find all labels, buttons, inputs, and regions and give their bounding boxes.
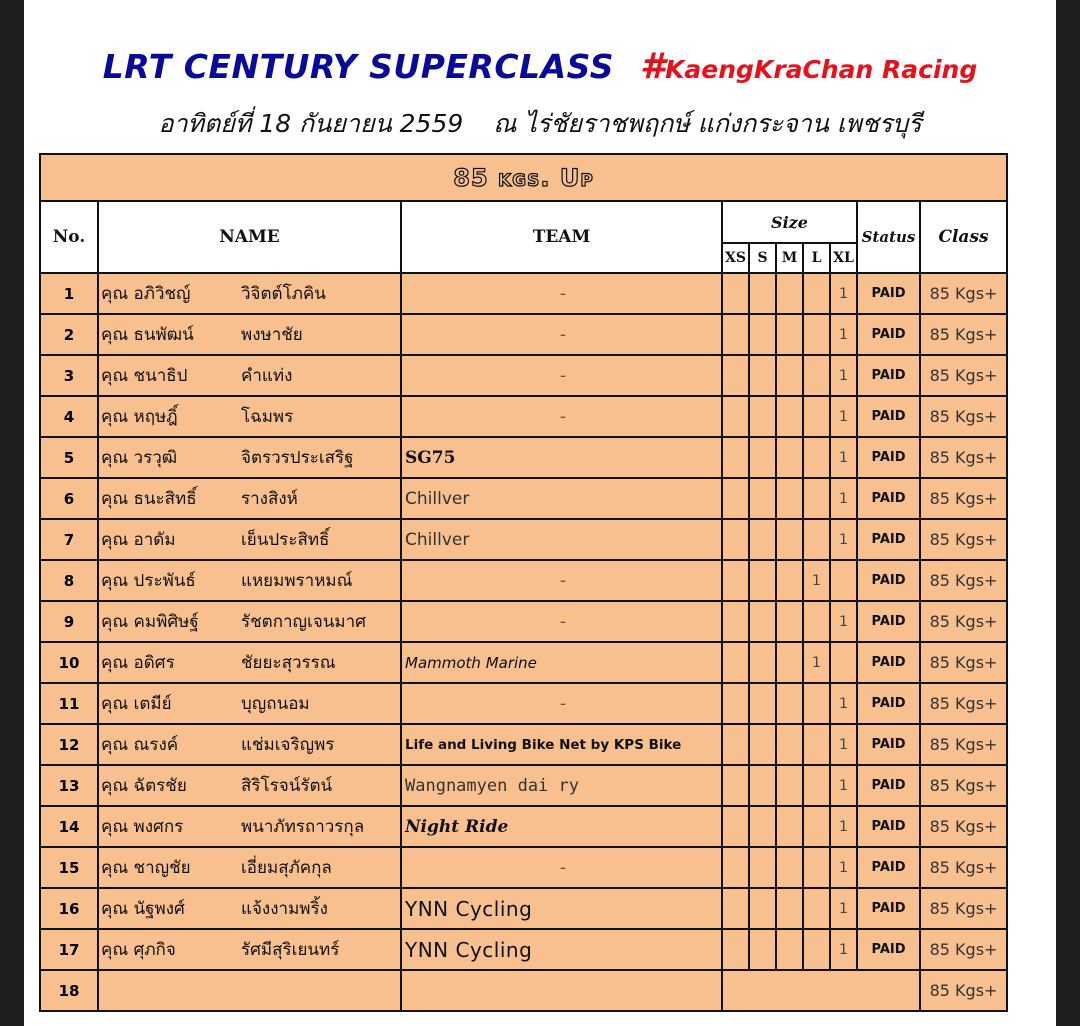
size-cell-xs (722, 560, 749, 601)
first-name: คุณ ธนะสิทธิ์ (101, 489, 197, 509)
size-cell-m (776, 437, 803, 478)
first-name: คุณ นัฐพงศ์ (101, 899, 185, 919)
participant-name (98, 765, 401, 806)
first-name: คุณ ชาญชัย (101, 858, 191, 878)
participant-name (98, 642, 401, 683)
size-cell-l (803, 765, 830, 806)
size-cell-xs (722, 806, 749, 847)
status-badge: PAID (857, 724, 920, 765)
size-cell-l (803, 437, 830, 478)
size-cell-m (776, 314, 803, 355)
participant-name (98, 560, 401, 601)
size-cell-m (776, 396, 803, 437)
size-cell-s (749, 519, 776, 560)
class-cell: 85 Kgs+ (920, 273, 1007, 314)
size-cell-xs (722, 601, 749, 642)
status-badge: PAID (857, 806, 920, 847)
first-name: คุณ ประพันธ์ (101, 571, 196, 591)
size-cell-l (803, 478, 830, 519)
team-name: - (401, 601, 722, 642)
size-cell-m (776, 355, 803, 396)
size-cell-xs (722, 478, 749, 519)
status-badge: PAID (857, 642, 920, 683)
size-xl-header: XL (830, 243, 857, 273)
team-name: - (401, 560, 722, 601)
first-name: คุณ อภิวิชญ์ (101, 284, 191, 304)
size-cell-xl: 1 (830, 273, 857, 314)
row-number: 18 (40, 970, 98, 1011)
table-row (40, 273, 1007, 314)
size-cell-s (749, 806, 776, 847)
size-cell-xs (722, 888, 749, 929)
team-name: YNN Cycling (401, 929, 722, 970)
size-cell-xl (830, 642, 857, 683)
size-cell-xs (722, 273, 749, 314)
row-number: 16 (40, 888, 98, 929)
last-name: พงษาชัย (241, 325, 303, 345)
last-name: เอี่ยมสุภัคกุล (241, 858, 332, 878)
row-number: 9 (40, 601, 98, 642)
size-cell-l (803, 806, 830, 847)
team-name: - (401, 355, 722, 396)
size-cell-m (776, 642, 803, 683)
size-cell-l (803, 355, 830, 396)
status-badge: PAID (857, 847, 920, 888)
last-name: คำแท่ง (241, 366, 293, 386)
size-cell-m (776, 929, 803, 970)
row-number: 13 (40, 765, 98, 806)
team-name (401, 970, 722, 1011)
size-cell-m (776, 847, 803, 888)
last-name: แหยมพราหมณ์ (241, 571, 353, 591)
participant-name (98, 847, 401, 888)
row-number: 11 (40, 683, 98, 724)
first-name: คุณ อดิศร (101, 653, 175, 673)
size-cell-xl (830, 560, 857, 601)
size-cell-xl: 1 (830, 314, 857, 355)
size-cell-s (749, 642, 776, 683)
status-badge: PAID (857, 519, 920, 560)
size-cell-m (776, 273, 803, 314)
event-title (24, 46, 1056, 87)
table-row (40, 765, 1007, 806)
size-l-header: L (803, 243, 830, 273)
table-row (40, 970, 1007, 1011)
size-cell-s (749, 437, 776, 478)
class-cell: 85 Kgs+ (920, 478, 1007, 519)
size-cell-xl: 1 (830, 519, 857, 560)
participant-name (98, 355, 401, 396)
col-status: Status (857, 201, 920, 273)
size-cell-m (776, 765, 803, 806)
size-cell-s (749, 273, 776, 314)
last-name: จิตรวรประเสริฐ (241, 448, 354, 468)
size-cell-m (776, 724, 803, 765)
row-number: 10 (40, 642, 98, 683)
size-cell-xl: 1 (830, 806, 857, 847)
table-row (40, 683, 1007, 724)
size-cell-xs (722, 519, 749, 560)
last-name: สิริโรจน์รัตน์ (241, 776, 333, 796)
size-cell-m (776, 601, 803, 642)
status-badge: PAID (857, 683, 920, 724)
size-cell-l (803, 519, 830, 560)
size-cell-xs (722, 724, 749, 765)
size-cell-l (803, 888, 830, 929)
size-cell-s (749, 560, 776, 601)
team-name: Mammoth Marine (401, 642, 722, 683)
participant-name (98, 724, 401, 765)
last-name: โฉมพร (241, 407, 294, 427)
first-name: คุณ หฤษฎิ์ (101, 407, 178, 427)
row-number: 14 (40, 806, 98, 847)
first-name: คุณ วรวุฒิ (101, 448, 178, 468)
size-cell-s (749, 765, 776, 806)
brand-text: KaengKraChan Racing (665, 55, 978, 84)
status-badge: PAID (857, 888, 920, 929)
class-cell: 85 Kgs+ (920, 560, 1007, 601)
participant-name (98, 970, 401, 1011)
row-number: 12 (40, 724, 98, 765)
first-name: คุณ คมพิศิษฐ์ (101, 612, 199, 632)
size-cell-s (749, 929, 776, 970)
status-badge: PAID (857, 765, 920, 806)
class-cell: 85 Kgs+ (920, 683, 1007, 724)
first-name: คุณ อาดัม (101, 530, 176, 550)
table-row (40, 314, 1007, 355)
size-cell-xs (722, 314, 749, 355)
participant-name (98, 396, 401, 437)
size-cell-m (776, 560, 803, 601)
team-name: Life and Living Bike Net by KPS Bike (401, 724, 722, 765)
class-cell: 85 Kgs+ (920, 519, 1007, 560)
status-badge: PAID (857, 396, 920, 437)
row-number: 3 (40, 355, 98, 396)
status-badge: PAID (857, 478, 920, 519)
status-badge: PAID (857, 929, 920, 970)
participant-name (98, 929, 401, 970)
size-cell-xl: 1 (830, 724, 857, 765)
team-name: - (401, 314, 722, 355)
size-cell-xs (722, 929, 749, 970)
size-cell-l (803, 847, 830, 888)
class-cell: 85 Kgs+ (920, 970, 1007, 1011)
table-row (40, 396, 1007, 437)
class-cell: 85 Kgs+ (920, 314, 1007, 355)
table-row (40, 601, 1007, 642)
table-row (40, 724, 1007, 765)
team-name: SG75 (401, 437, 722, 478)
status-badge: PAID (857, 437, 920, 478)
event-date: อาทิตย์ที่ 18 กันยายน 2559 (158, 109, 464, 138)
row-number: 4 (40, 396, 98, 437)
empty-cells (722, 970, 920, 1011)
last-name: รางสิงห์ (241, 489, 298, 509)
team-name: - (401, 847, 722, 888)
first-name: คุณ ณรงค์ (101, 735, 179, 755)
size-cell-xl: 1 (830, 765, 857, 806)
size-cell-l: 1 (803, 642, 830, 683)
size-cell-xl: 1 (830, 929, 857, 970)
size-cell-xs (722, 683, 749, 724)
participant-name (98, 601, 401, 642)
size-cell-xl: 1 (830, 847, 857, 888)
row-number: 5 (40, 437, 98, 478)
size-cell-xl: 1 (830, 888, 857, 929)
first-name: คุณ ชนาธิป (101, 366, 188, 386)
table-row (40, 929, 1007, 970)
team-name: Wangnamyen dai ry (401, 765, 722, 806)
row-number: 17 (40, 929, 98, 970)
size-s-header: S (749, 243, 776, 273)
hash-symbol: # (640, 46, 666, 87)
first-name: คุณ ฉัตรชัย (101, 776, 187, 796)
first-name: คุณ ธนพัฒน์ (101, 325, 194, 345)
size-cell-xs (722, 642, 749, 683)
size-cell-s (749, 601, 776, 642)
size-cell-l: 1 (803, 560, 830, 601)
participant-name (98, 519, 401, 560)
status-badge: PAID (857, 314, 920, 355)
size-cell-s (749, 847, 776, 888)
size-cell-xl: 1 (830, 683, 857, 724)
size-cell-l (803, 601, 830, 642)
last-name: วิจิตต์โภคิน (241, 284, 326, 304)
class-cell: 85 Kgs+ (920, 642, 1007, 683)
last-name: รัศมีสุริเยนทร์ (241, 940, 340, 960)
size-cell-xs (722, 355, 749, 396)
class-cell: 85 Kgs+ (920, 765, 1007, 806)
size-cell-s (749, 355, 776, 396)
row-number: 8 (40, 560, 98, 601)
team-name: Chillver (401, 478, 722, 519)
team-name: Chillver (401, 519, 722, 560)
size-cell-l (803, 396, 830, 437)
team-name: Night Ride (401, 806, 722, 847)
class-cell: 85 Kgs+ (920, 847, 1007, 888)
size-cell-m (776, 519, 803, 560)
col-class: Class (920, 201, 1007, 273)
last-name: แช่มเจริญพร (241, 735, 335, 755)
class-cell: 85 Kgs+ (920, 437, 1007, 478)
table-row (40, 478, 1007, 519)
size-m-header: M (776, 243, 803, 273)
col-size: Size (722, 201, 857, 243)
participant-name (98, 273, 401, 314)
team-name: YNN Cycling (401, 888, 722, 929)
event-venue: ณ ไร่ชัยราชพฤกษ์ แก่งกระจาน เพชรบุรี (493, 109, 922, 138)
size-cell-s (749, 683, 776, 724)
last-name: บุญถนอม (241, 694, 310, 714)
size-cell-xs (722, 765, 749, 806)
size-xs-header: XS (722, 243, 749, 273)
team-name: - (401, 273, 722, 314)
size-cell-xl: 1 (830, 437, 857, 478)
size-cell-l (803, 273, 830, 314)
size-cell-l (803, 929, 830, 970)
size-cell-s (749, 888, 776, 929)
size-cell-xs (722, 847, 749, 888)
size-cell-s (749, 724, 776, 765)
class-cell: 85 Kgs+ (920, 724, 1007, 765)
col-team: TEAM (401, 201, 722, 273)
last-name: แจ้งงามพริ้ง (241, 899, 328, 919)
class-cell: 85 Kgs+ (920, 355, 1007, 396)
row-number: 2 (40, 314, 98, 355)
class-cell: 85 Kgs+ (920, 888, 1007, 929)
participant-name (98, 888, 401, 929)
first-name: คุณ พงศกร (101, 817, 184, 837)
size-cell-l (803, 314, 830, 355)
size-cell-m (776, 683, 803, 724)
table-row (40, 560, 1007, 601)
col-no: No. (40, 201, 98, 273)
class-cell: 85 Kgs+ (920, 601, 1007, 642)
status-badge: PAID (857, 273, 920, 314)
size-cell-s (749, 478, 776, 519)
class-cell: 85 Kgs+ (920, 929, 1007, 970)
row-number: 1 (40, 273, 98, 314)
size-cell-s (749, 314, 776, 355)
table-row (40, 888, 1007, 929)
row-number: 7 (40, 519, 98, 560)
participant-name (98, 478, 401, 519)
participant-name (98, 314, 401, 355)
col-name: NAME (98, 201, 401, 273)
size-cell-l (803, 724, 830, 765)
participant-name (98, 806, 401, 847)
last-name: พนาภัทรถาวรกุล (241, 817, 365, 837)
table-row (40, 355, 1007, 396)
category-caption: 85 kgs. Up (40, 154, 1007, 201)
size-cell-xs (722, 437, 749, 478)
registration-table (39, 153, 1008, 1012)
participant-name (98, 437, 401, 478)
last-name: ชัยยะสุวรรณ (241, 653, 336, 673)
table-row (40, 437, 1007, 478)
size-cell-xs (722, 396, 749, 437)
status-badge: PAID (857, 601, 920, 642)
status-badge: PAID (857, 355, 920, 396)
size-cell-m (776, 806, 803, 847)
team-name: - (401, 396, 722, 437)
team-name: - (401, 683, 722, 724)
status-badge: PAID (857, 560, 920, 601)
title-text: LRT CENTURY SUPERCLASS (102, 47, 614, 86)
size-cell-s (749, 396, 776, 437)
size-cell-m (776, 478, 803, 519)
row-number: 6 (40, 478, 98, 519)
last-name: เย็นประสิทธิ์ (241, 530, 330, 550)
size-cell-l (803, 683, 830, 724)
event-subtitle (24, 104, 1056, 144)
size-cell-xl: 1 (830, 601, 857, 642)
table-row (40, 642, 1007, 683)
class-cell: 85 Kgs+ (920, 396, 1007, 437)
size-cell-xl: 1 (830, 355, 857, 396)
table-row (40, 519, 1007, 560)
row-number: 15 (40, 847, 98, 888)
last-name: รัชตกาญเจนมาศ (241, 612, 366, 632)
class-cell: 85 Kgs+ (920, 806, 1007, 847)
table-row (40, 847, 1007, 888)
size-cell-xl: 1 (830, 396, 857, 437)
participant-name (98, 683, 401, 724)
table-row (40, 806, 1007, 847)
size-cell-xl: 1 (830, 478, 857, 519)
first-name: คุณ เตมีย์ (101, 694, 172, 714)
first-name: คุณ ศุภกิจ (101, 940, 176, 960)
size-cell-m (776, 888, 803, 929)
